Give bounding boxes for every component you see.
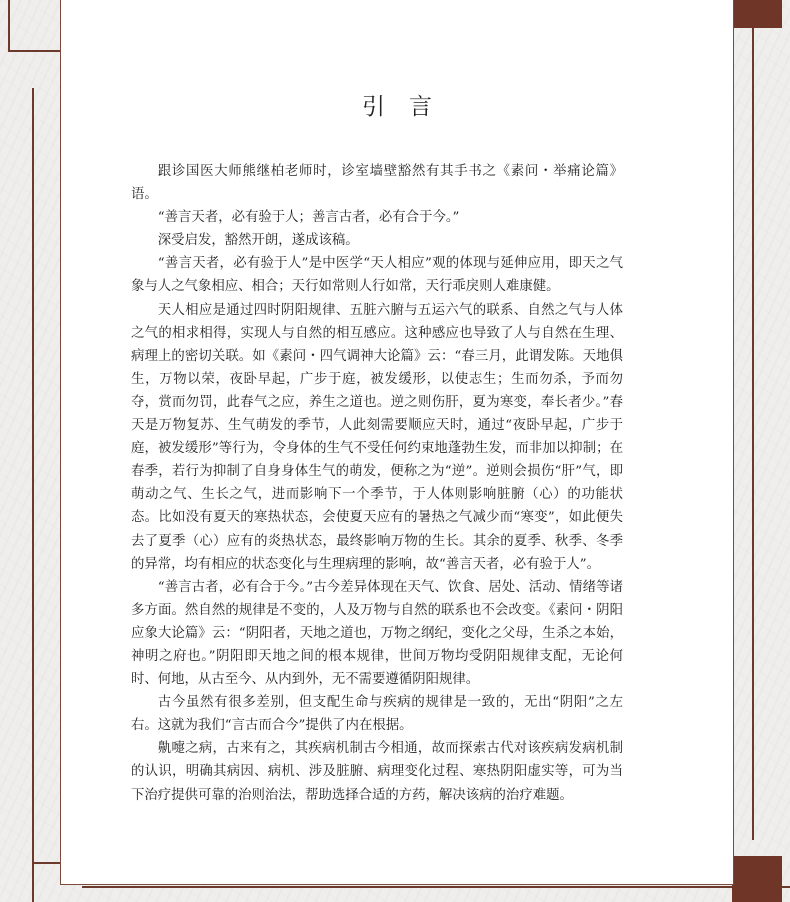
corner-block-bottom-right: [732, 856, 782, 902]
page-title: 引言: [362, 94, 456, 120]
frame-line-bottom-horizontal: [82, 886, 790, 888]
frame-line-left-vertical: [32, 88, 34, 902]
document-body: [131, 160, 623, 807]
paragraph-quote: “善言天者，必有验于人；善言古者，必有合于今。”: [157, 210, 460, 226]
corner-block-top-right: [732, 0, 782, 28]
paragraph: “善言古者，必有合于今。”古今差异体现在天气、饮食、居处、活动、情绪等诸多方面。然自然的规律是不变的，人及万物与自然的联系也不会改变。《素问・阴阳应象大论篇》云：“阴阳者，天地之道也，万物之纲纪，变化之父母，生杀之本始，神明之府也。”阴阳即天地之间的根本规律，世间万物均受阴阳规律支配，无论何时、何地，从古至今、从内到外，无不需要遵循阴阳规律。: [131, 579, 623, 688]
frame-line-top-left-horizontal: [8, 50, 60, 52]
paragraph: 天人相应是通过四时阴阳规律、五脏六腑与五运六气的联系、自然之气与人体之气的相求相得，实现人与自然的相互感应。这种感应也导致了人与自然在生理、病理上的密切关联。如《素问・四气调神大论篇》云：“春三月，此谓发陈。天地俱生，万物以荣，夜卧早起，广步于庭，被发缓形，以使志生；生而勿杀，予而勿夺，赏而勿罚，此春气之应，养生之道也。逆之则伤肝，夏为寒变，奉长者少。”春天是万物复苏、生气萌发的季节，人此刻需要顺应天时，通过“夜卧早起，广步于庭，被发缓形”等行为，令身体的生气不受任何约束地蓬勃生发，而非加以抑制；在春季，若行为抑制了自身身体生气的萌发，便称之为“逆”。逆则会损伤“肝”气，即萌动之气、生长之气，进而影响下一个季节，于人体则影响脏腑（心）的功能状态。比如没有夏天的寒热状态，会使夏天应有的暑热之气减少而“寒变”，如此便失去了夏季（心）应有的炎热状态，最终影响万物的生长。其余的夏季、秋季、冬季的异常，均有相应的状态变化与生理病理的影响，故“善言天者，必有验于人”。: [131, 302, 623, 572]
frame-line-right-vertical: [752, 0, 754, 840]
paragraph: 跟诊国医大师熊继柏老师时，诊室墙壁豁然有其手书之《素问・举痛论篇》语。: [131, 164, 623, 203]
frame-line-bottom-left-horizontal: [32, 862, 60, 864]
paragraph: “善言天者，必有验于人”是中医学“天人相应”观的体现与延伸应用，即天之气象与人之气象相应、相合；天行如常则人行如常，天行乖戾则人难康健。: [131, 256, 623, 295]
paragraph: 古今虽然有很多差别，但支配生命与疾病的规律是一致的，无出“阴阳”之左右。这就为我们“言古而合今”提供了内在根据。: [131, 695, 623, 734]
frame-line-top-left-vertical: [8, 0, 10, 52]
paragraph: 深受启发，豁然开朗，遂成该稿。: [157, 233, 359, 249]
paragraph: 鼽嚏之病，古来有之，其疾病机制古今相通，故而探索古代对该疾病发病机制的认识，明确其病因、病机、涉及脏腑、病理变化过程、寒热阴阳虚实等，可为当下治疗提供可靠的治则治法，帮助选择合适的方药，解决该病的治疗难题。: [131, 741, 623, 803]
